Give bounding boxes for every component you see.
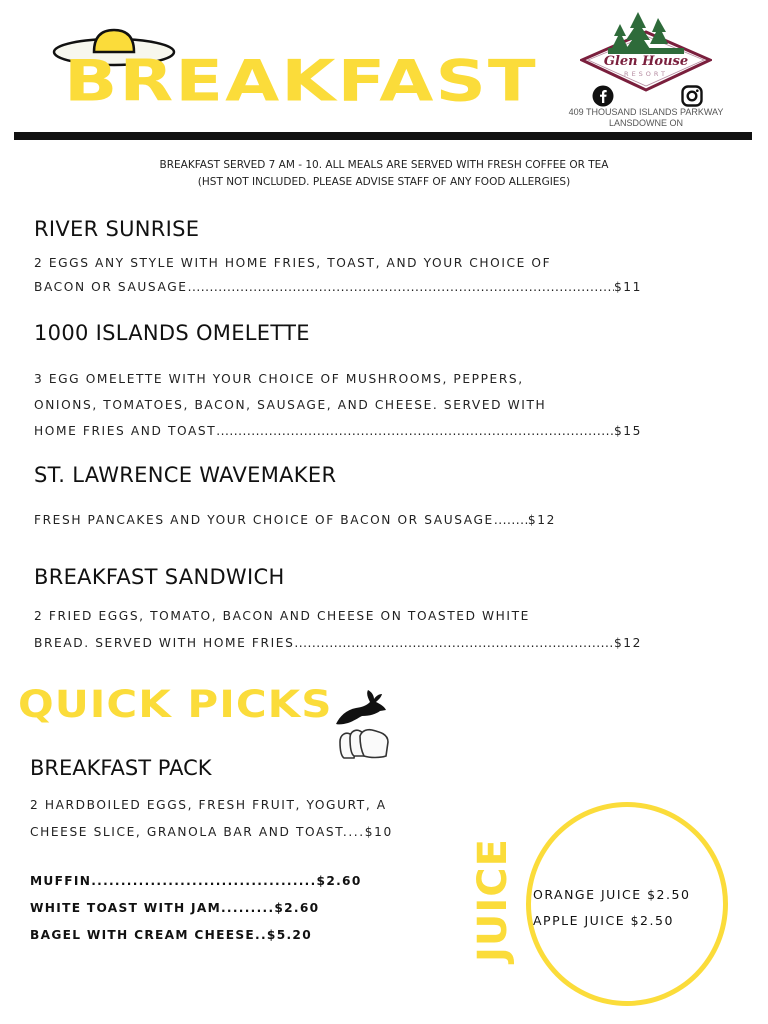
menu-item-price: $12 [527,513,556,527]
extra-label: MUFFIN...................................... [30,874,317,888]
menu-item-description [34,508,642,532]
menu-item-description [34,251,642,299]
description-text: BREAD. SERVED WITH HOME FRIES [34,636,295,650]
description-text: BACON OR SAUSAGE [34,280,188,294]
extra-price: $2.60 [316,874,362,888]
breakfast-pack-title: BREAKFAST PACK [30,756,212,780]
dot-leader [494,508,528,532]
toast-bread-icon [336,726,392,762]
juice-heading-text: JUICE [470,838,516,962]
address [560,107,732,129]
menu-item-title: 1000 ISLANDS OMELETTE [34,321,310,345]
description-line: 2 EGGS ANY STYLE WITH HOME FRIES, TOAST, AND YOUR CHOICE OF [34,256,552,270]
notice-line-2: (HST NOT INCLUDED. PLEASE ADVISE STAFF OF ANY FOOD ALLERGIES) [197,176,571,188]
service-notice [60,157,708,191]
description-text: HOME FRIES AND TOAST [34,424,217,438]
dot-leader [294,630,614,657]
description-text: FRESH PANCAKES AND YOUR CHOICE OF BACON OR SAUSAGE [34,513,494,527]
svg-text:RESORT: RESORT [624,70,668,78]
extras-list [30,868,362,949]
rabbit-icon [332,688,388,728]
svg-text:Glen House: Glen House [603,54,689,69]
extra-label: BAGEL WITH CREAM CHEESE.. [30,928,267,942]
description-price-line [34,275,642,299]
extra-label: WHITE TOAST WITH JAM......... [30,901,275,915]
menu-item-price: $11 [613,280,642,294]
header-divider [14,132,752,140]
juice-label: ORANGE JUICE [533,887,642,902]
juice-price: $2.50 [630,913,674,928]
dot-leader [188,275,614,299]
extra-price: $2.60 [274,901,320,915]
description-price-line: CHEESE SLICE, GRANOLA BAR AND TOAST....$10 [30,825,393,839]
menu-item-price: $15 [613,424,642,438]
menu-item-price: $12 [613,636,642,650]
menu-item-title: ST. LAWRENCE WAVEMAKER [34,463,337,487]
description-price-line [34,630,642,657]
menu-item-title: BREAKFAST SANDWICH [34,565,285,589]
instagram-icon[interactable] [681,85,703,107]
address-line-2: LANSDOWNE ON [608,118,683,128]
extra-item-muffin [30,868,362,895]
extra-item-white-toast [30,895,350,922]
page-title: BREAKFAST [64,47,538,115]
juice-heading [468,830,518,970]
description-line: ONIONS, TOMATOES, BACON, SAUSAGE, AND CHEESE. SERVED WITH [34,398,547,412]
menu-item-title: RIVER SUNRISE [34,217,200,241]
juice-item-apple [533,908,690,934]
juice-list [533,882,690,934]
juice-label: APPLE JUICE [533,913,626,928]
extra-price: $5.20 [266,928,312,942]
juice-item-orange [533,882,690,908]
breakfast-pack-description [30,792,460,846]
menu-item-description [34,603,642,657]
facebook-icon[interactable] [592,85,614,107]
menu-item-description [34,366,642,444]
notice-line-1: BREAKFAST SERVED 7 AM - 10. ALL MEALS ARE SERVED WITH FRESH COFFEE OR TEA [159,159,609,171]
juice-price: $2.50 [647,887,691,902]
quick-picks-heading: QUICK PICKS [18,682,333,727]
description-line: 3 EGG OMELETTE WITH YOUR CHOICE OF MUSHROOMS, PEPPERS, [34,372,524,386]
extra-item-bagel [30,922,350,949]
description-price-line [34,418,642,444]
description-price-line [34,508,642,532]
address-line-1: 409 THOUSAND ISLANDS PARKWAY [568,107,724,117]
dot-leader [216,418,614,444]
description-line: 2 FRIED EGGS, TOMATO, BACON AND CHEESE ON TOASTED WHITE [34,609,530,623]
description-line: 2 HARDBOILED EGGS, FRESH FRUIT, YOGURT, A [30,798,387,812]
